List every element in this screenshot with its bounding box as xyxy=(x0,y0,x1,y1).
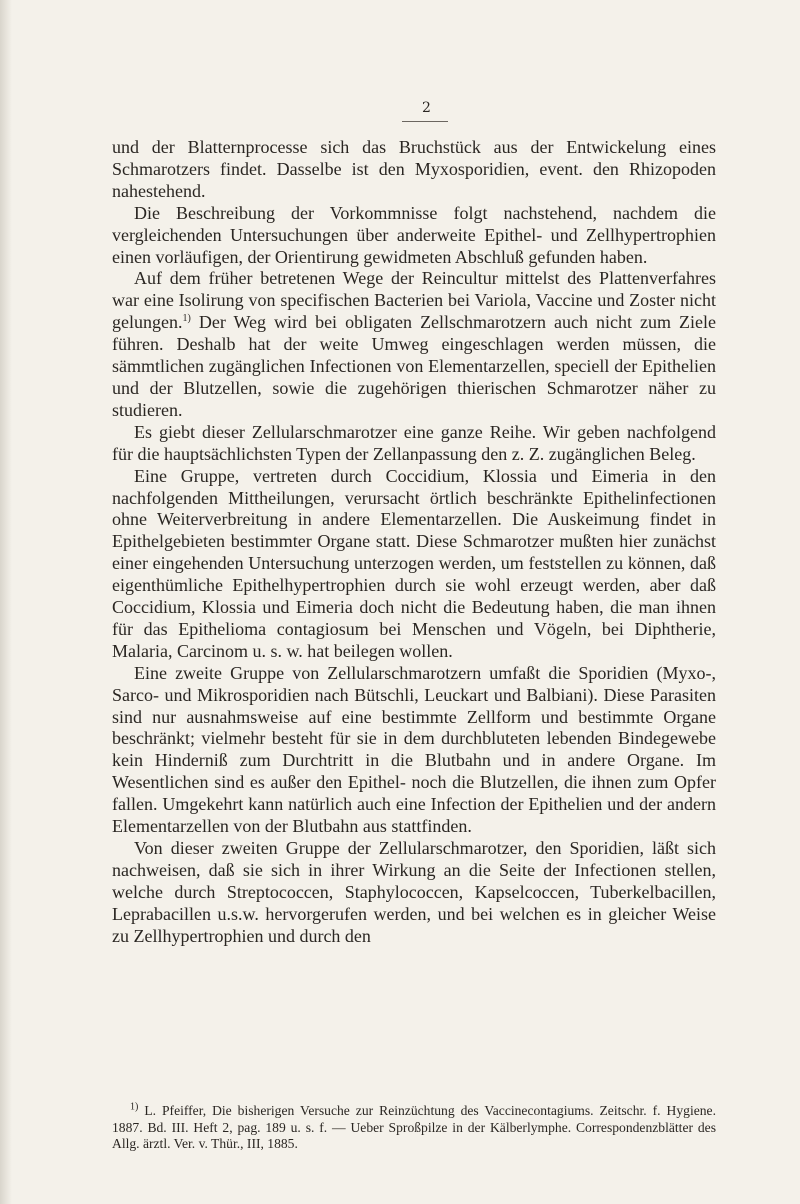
paragraph-7: Von dieser zweiten Gruppe der Zellularschmarotzer, den Sporidien, läßt sich nachweisen, daß sie sich in ihrer Wirkung an die Seite der Infectionen stellen, welche durch Streptococcen, Staphylococcen, Kapselcoccen, Tuberkelbacillen, Leprabacillen u.s.w. hervorgerufen werden, und bei welchen es in gleicher Weise zu Zellhypertrophien und durch den xyxy=(112,838,716,946)
page-edge-shadow xyxy=(0,0,12,1204)
body-text xyxy=(112,137,716,948)
paragraph-3-text: Auf dem früher betretenen Wege der Reincultur mittelst des Plattenverfahres war eine Isolirung von specifischen Bacterien bei Variola, Vaccine und Zoster nicht gelungen. xyxy=(112,268,716,333)
paragraph-5: Eine Gruppe, vertreten durch Coccidium, Klossia und Eimeria in den nachfolgenden Mittheilungen, verursacht örtlich beschränkte Epithelinfectionen ohne Weiterverbreitung in andere Elementarzellen. Die Auskeimung findet in Epithelgebieten bestimmter Organe statt. Diese Schmarotzer mußten hier zunächst einer eingehenden Untersuchung unterzogen werden, um feststellen zu können, daß eigenthümliche Epithelhypertrophien durch sie wohl erzeugt werden, aber daß Coccidium, Klossia und Eimeria doch nicht die Bedeutung haben, die man ihnen für das Epithelioma contagiosum bei Menschen und Vögeln, bei Diphtherie, Malaria, Carcinom u. s. w. hat beilegen wollen. xyxy=(112,465,716,661)
paragraph-3-continuation: Der Weg wird bei obligaten Zellschmarotzern auch nicht zum Ziele führen. Deshalb hat der weite Umweg eingeschlagen werden müssen, die sämmtlichen zugänglichen Infectionen von Elementarzellen, speciell der Epithelien und der Blutzellen, sowie die zugehörigen thierischen Schmarotzer näher zu studieren. xyxy=(112,312,716,420)
paragraph-2: Die Beschreibung der Vorkommnisse folgt nachstehend, nachdem die vergleichenden Untersuchungen über anderweite Epithel- und Zellhypertrophien einen vorläufigen, der Orientirung gewidmeten Abschluß gefunden haben. xyxy=(112,202,716,267)
footnote-marker: 1) xyxy=(130,1101,139,1113)
page-number: 2 xyxy=(422,100,431,116)
paragraph-1: und der Blatternprocesse sich das Bruchstück aus der Entwickelung eines Schmarotzers findet. Dasselbe ist den Myxosporidien, event. den Rhizopoden nahestehend. xyxy=(112,137,716,201)
page-number-rule xyxy=(402,121,448,122)
footnotes xyxy=(112,1103,716,1153)
footnote-reference: 1) xyxy=(182,313,191,325)
footnote-text: L. Pfeiffer, Die bisherigen Versuche zur Reinzüchtung des Vaccinecontagiums. Zeitschr. f. Hygiene. 1887. Bd. III. Heft 2, pag. 189 u. s. f. — Ueber Sproßpilze in der Kälberlymphe. Correspondenzblätter des Allg. ärztl. Ver. v. Thür., III, 1885. xyxy=(112,1103,716,1151)
paragraph-3 xyxy=(112,268,716,421)
paragraph-6: Eine zweite Gruppe von Zellularschmarotzern umfaßt die Sporidien (Myxo-, Sarco- und Mikrosporidien nach Bütschli, Leuckart und Balbiani). Diese Parasiten sind nur ausnahmsweise auf eine bestimmte Zellform und bestimmte Organe beschränkt; vielmehr besteht für sie in dem durchbluteten lebenden Bindegewebe kein Hinderniß zum Durchtritt in die Blutbahn und in andere Organe. Im Wesentlichen sind es außer den Epithel- noch die Blutzellen, die ihnen zum Opfer fallen. Umgekehrt kann natürlich auch eine Infection der Epithelien und der andern Elementarzellen von der Blutbahn aus stattfinden. xyxy=(112,662,716,837)
paragraph-4: Es giebt dieser Zellularschmarotzer eine ganze Reihe. Wir geben nachfolgend für die hauptsächlichsten Typen der Zellanpassung den z. Z. zugänglichen Beleg. xyxy=(112,421,716,464)
footnote-1 xyxy=(112,1103,716,1153)
